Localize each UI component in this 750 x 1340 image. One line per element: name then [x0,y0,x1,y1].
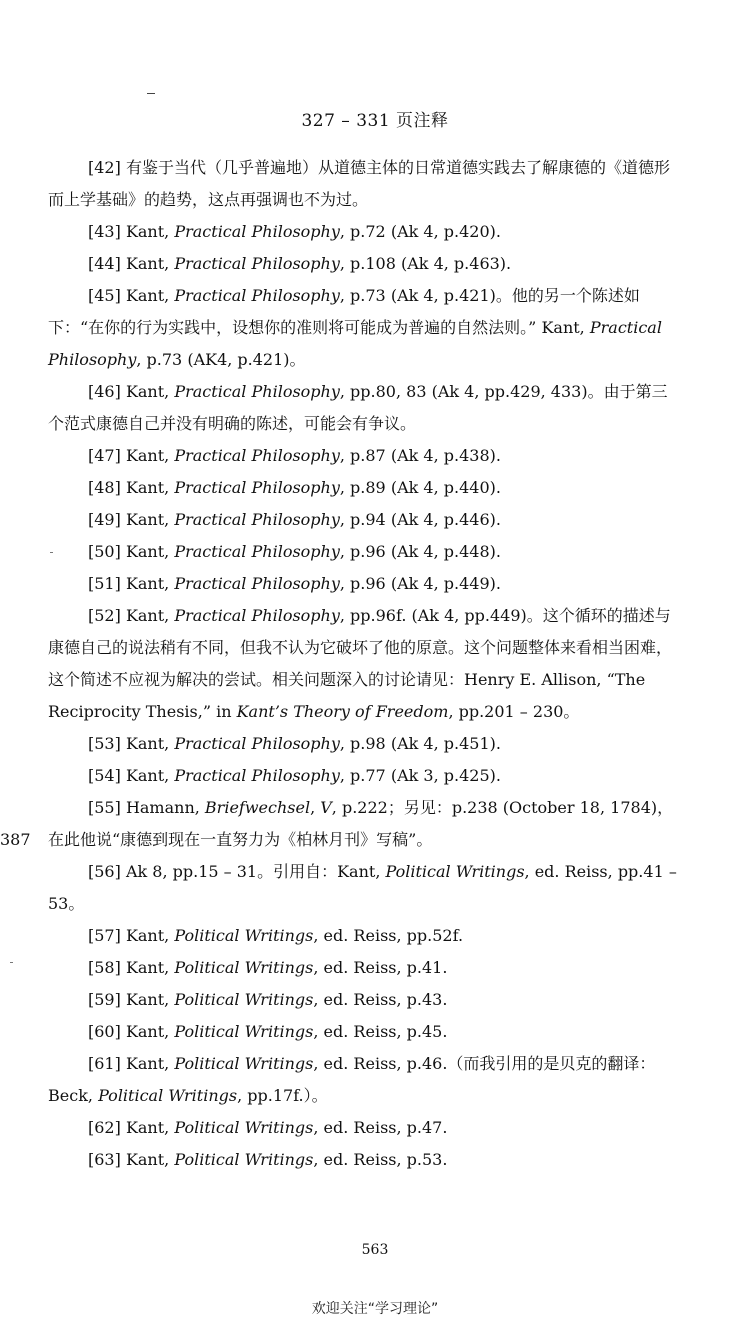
note-item [48,280,680,376]
note-title-italic: Political Writings [174,958,314,977]
note-title-italic: Political Writings [174,1118,314,1137]
note-item [48,472,680,504]
note-item [48,984,680,1016]
note-text: Kant, [125,542,175,561]
notes-list [48,152,680,1176]
note-title-italic: Practical Philosophy [174,254,340,273]
note-number: [52] [88,606,126,625]
note-number: [44] [88,254,126,273]
note-title-italic: Political Writings [98,1086,238,1105]
note-item [48,760,680,792]
note-number: [57] [88,926,126,945]
note-number: [55] [88,798,126,817]
note-title-italic: Practical Philosophy [174,382,340,401]
note-number: [56] [88,862,126,881]
note-number: [62] [88,1118,126,1137]
note-title-italic: Political Writings [174,926,314,945]
note-text: Kant, [125,990,175,1009]
note-text: , p.89 (Ak 4, p.440). [339,478,501,497]
note-number: [51] [88,574,126,593]
scan-speck [10,962,13,963]
note-number: [47] [88,446,126,465]
note-text: , pp.96f. (Ak 4, pp.449)。这个循环的描述与康德自己的说法稍有不同，但我不认为它破坏了他的原意。这个问题整体来看相当困难，这个简述不应视为解决的尝试。相关问题深入的讨论请见：Henry E. Allison, “The Reciprocity Thesis,” in [48,606,673,721]
note-title-italic: Political Writings [385,862,525,881]
note-title-italic: Practical Philosophy [174,286,340,305]
note-title-italic: Practical Philosophy [174,574,340,593]
scan-mark [147,93,155,94]
note-item [48,856,680,920]
note-item [48,440,680,472]
note-number: [59] [88,990,126,1009]
note-text: , ed. Reiss, pp.52f. [313,926,464,945]
note-text: Kant, [125,734,175,753]
note-title-italic: Practical Philosophy [174,606,340,625]
note-text: Ak 8, pp.15 – 31。引用自：Kant, [125,862,386,881]
note-text: , p.222；另见：p.238 (October 18, 1784)，在此他说“康德到现在一直努力为《柏林月刊》写稿”。 [48,798,674,849]
note-text: , pp.17f.）。 [237,1086,328,1105]
note-item [48,216,680,248]
note-text: Kant, [125,1118,175,1137]
note-item [48,248,680,280]
note-item [48,792,680,856]
note-text: , pp.201 – 230。 [448,702,580,721]
note-title-italic: Kant’s Theory of Freedom [236,702,449,721]
note-number: [58] [88,958,126,977]
note-number: [45] [88,286,126,305]
note-text: , p.73 (AK4, p.421)。 [136,350,306,369]
note-text: , ed. Reiss, p.53. [313,1150,448,1169]
note-text: , ed. Reiss, p.45. [313,1022,448,1041]
note-text: Kant, [125,1150,175,1169]
note-title-italic: Practical Philosophy [174,542,340,561]
note-text: Kant, [125,510,175,529]
note-number: [49] [88,510,126,529]
footer-watermark: 欢迎关注“学习理论” [311,1301,439,1317]
note-item [48,1112,680,1144]
note-text: , p.72 (Ak 4, p.420). [339,222,501,241]
note-text: Kant, [125,222,175,241]
note-text: , p.73 (Ak 4, p.421)。他的另一个陈述如下：“在你的行为实践中，设想你的准则将可能成为普遍的自然法则。” Kant, [48,286,640,337]
note-text: Kant, [125,382,175,401]
note-text: Kant, [125,254,175,273]
note-number: [63] [88,1150,126,1169]
note-item [48,536,680,568]
note-text: , pp.80, 83 (Ak 4, pp.429, 433)。由于第三个范式康德自己并没有明确的陈述，可能会有争议。 [48,382,668,433]
note-number: [61] [88,1054,126,1073]
note-text: , ed. Reiss, pp.41 – 53。 [48,862,677,913]
note-title-italic: V [320,798,332,817]
note-number: [60] [88,1022,126,1041]
note-text: , p.98 (Ak 4, p.451). [339,734,501,753]
note-text: Kant, [125,478,175,497]
note-item [48,376,680,440]
note-title-italic: Political Writings [174,1022,314,1041]
note-text: , p.77 (Ak 3, p.425). [339,766,501,785]
note-text: Kant, [125,574,175,593]
page-title: 327 – 331 页注释 [301,111,449,131]
note-item [48,152,680,216]
note-number: [53] [88,734,126,753]
note-item [48,1048,680,1112]
note-number: [48] [88,478,126,497]
note-text: Kant, [125,446,175,465]
note-text: , [310,798,321,817]
note-title-italic: Practical Philosophy [174,766,340,785]
note-title-italic: Political Writings [174,990,314,1009]
note-text: 有鉴于当代（几乎普遍地）从道德主体的日常道德实践去了解康德的《道德形而上学基础》的趋势，这点再强调也不为过。 [48,158,670,209]
note-number: [42] [88,158,126,177]
note-title-italic: Practical Philosophy [174,734,340,753]
note-text: , p.96 (Ak 4, p.448). [339,542,501,561]
note-number: [43] [88,222,126,241]
note-number: [50] [88,542,126,561]
note-text: Kant, [125,1022,175,1041]
note-item [48,1144,680,1176]
note-text: Kant, [125,766,175,785]
note-item [48,600,680,728]
note-title-italic: Political Writings [174,1150,314,1169]
margin-page-number: 387 [0,830,31,849]
note-text: Kant, [125,606,175,625]
note-text: , p.108 (Ak 4, p.463). [339,254,512,273]
note-item [48,952,680,984]
note-title-italic: Practical Philosophy [174,510,340,529]
note-text: , ed. Reiss, p.47. [313,1118,448,1137]
note-title-italic: Briefwechsel [204,798,311,817]
note-text: , p.87 (Ak 4, p.438). [339,446,501,465]
note-item [48,1016,680,1048]
note-title-italic: Practical Philosophy [174,478,340,497]
note-item [48,920,680,952]
note-number: [54] [88,766,126,785]
note-text: , p.96 (Ak 4, p.449). [339,574,501,593]
note-title-italic: Political Writings [174,1054,314,1073]
note-text: , ed. Reiss, p.46.（而我引用的是贝克的翻译：Beck, [48,1054,656,1105]
note-item [48,728,680,760]
note-number: [46] [88,382,126,401]
note-text: Kant, [125,926,175,945]
note-item [48,504,680,536]
note-text: Kant, [125,958,175,977]
note-text: , p.94 (Ak 4, p.446). [339,510,501,529]
note-text: Kant, [125,286,175,305]
note-text: , ed. Reiss, p.43. [313,990,448,1009]
note-text: Hamann, [125,798,205,817]
note-title-italic: Practical Philosophy [174,446,340,465]
note-item [48,568,680,600]
note-title-italic: Practical Philosophy [48,318,662,369]
page-number: 563 [361,1242,389,1258]
note-text: , ed. Reiss, p.41. [313,958,448,977]
note-text: Kant, [125,1054,175,1073]
note-title-italic: Practical Philosophy [174,222,340,241]
